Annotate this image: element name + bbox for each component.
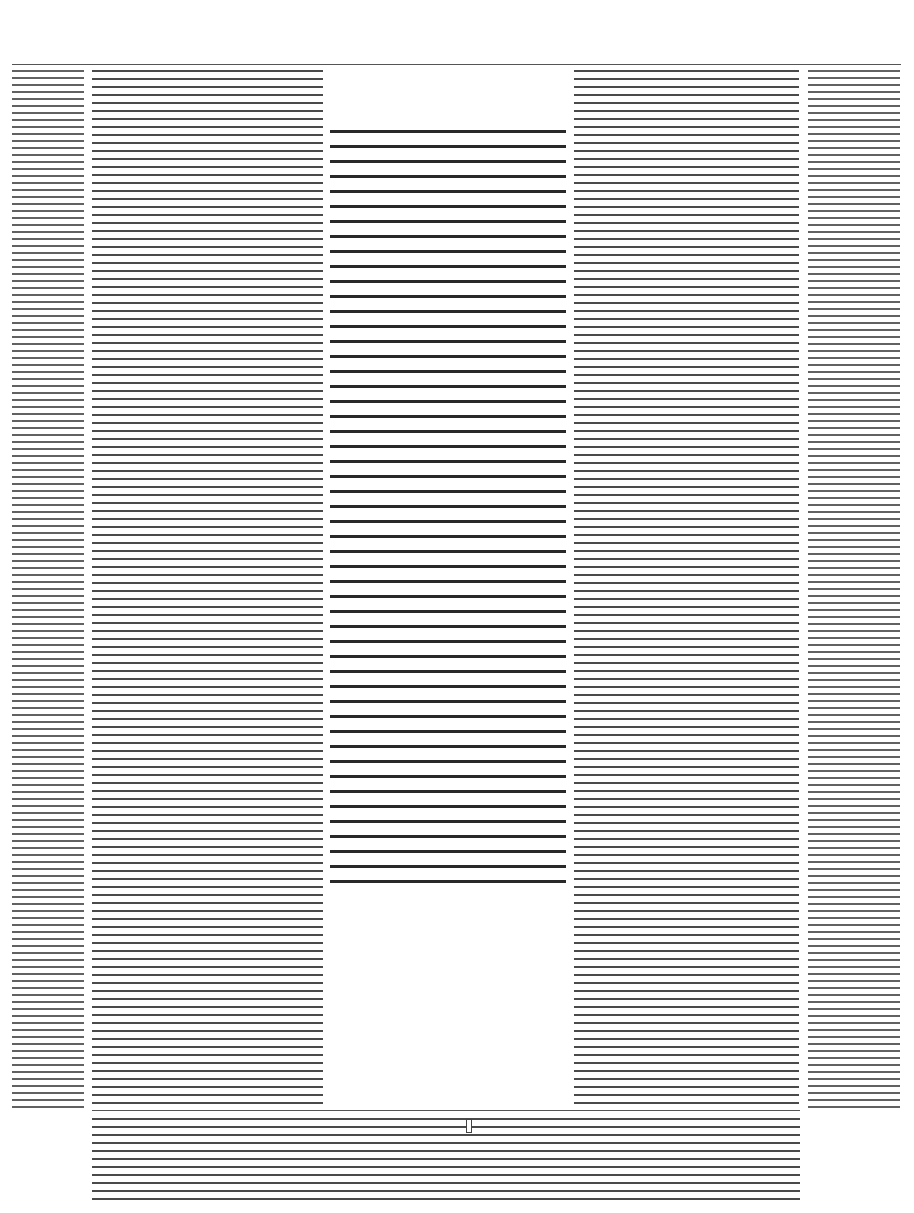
center-block-gap-top bbox=[330, 890, 566, 900]
right-commentary-column bbox=[574, 70, 799, 1110]
bottom-notes bbox=[92, 1118, 800, 1202]
header-divider bbox=[12, 64, 901, 65]
page-header bbox=[14, 32, 900, 56]
boxed-marker bbox=[466, 1119, 472, 1133]
gemara-top-gap bbox=[330, 70, 566, 122]
right-side-column bbox=[808, 70, 900, 1110]
center-block-gap-bottom bbox=[330, 1100, 566, 1110]
gemara-column bbox=[330, 130, 566, 890]
left-commentary-column bbox=[92, 70, 323, 1110]
left-side-column bbox=[12, 70, 84, 1110]
bottom-divider bbox=[92, 1110, 800, 1111]
